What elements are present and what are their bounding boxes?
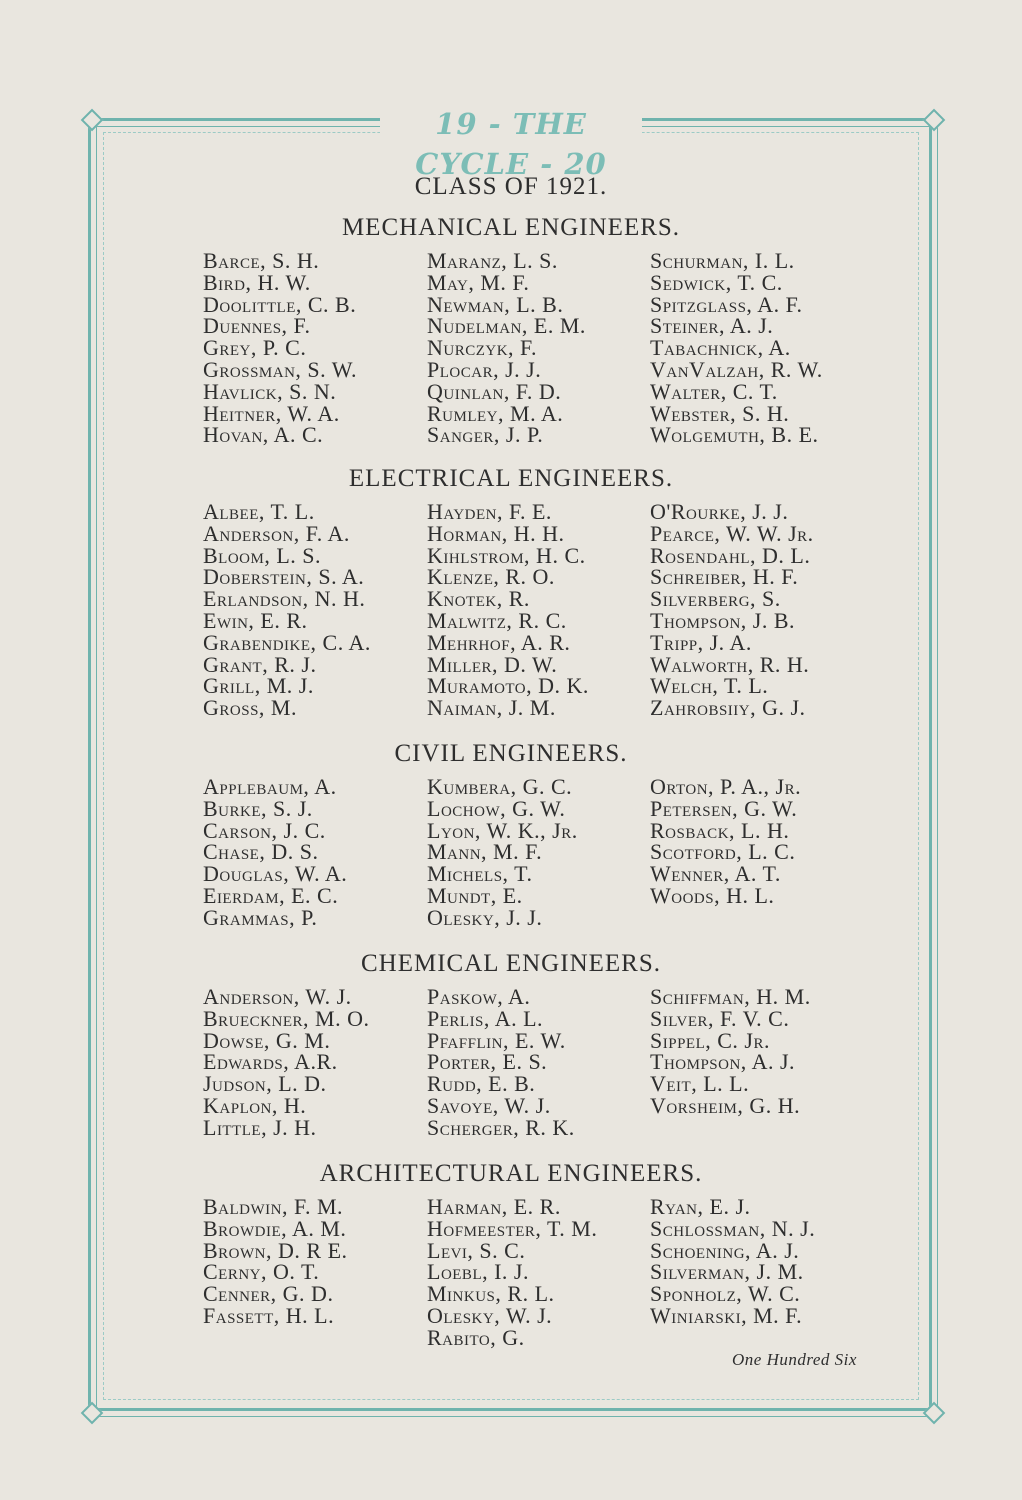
- name-entry: May, M. F.: [427, 269, 530, 295]
- name-entry: Michels, T.: [427, 861, 533, 887]
- name-entry: Horman, H. H.: [427, 520, 565, 546]
- name-entry: Walter, C. T.: [650, 378, 778, 404]
- corner-ornament-icon: [923, 1402, 946, 1425]
- section-title-architectural: ARCHITECTURAL ENGINEERS.: [319, 1160, 703, 1187]
- name-entry: Albee, T. L.: [203, 499, 315, 524]
- name-entry: Nurczyk, F.: [427, 335, 538, 361]
- name-entry: Savoye, W. J.: [427, 1092, 551, 1118]
- name-entry: Gross, M.: [203, 695, 297, 721]
- name-entry: Winiarski, M. F.: [650, 1302, 803, 1328]
- name-column-architectural-2: [427, 1196, 657, 1349]
- name-entry: Veit, L. L.: [650, 1071, 750, 1097]
- name-entry: Anderson, F. A.: [203, 520, 350, 546]
- name-column-civil-2: [427, 776, 657, 929]
- name-column-mechanical-1: [203, 250, 433, 446]
- name-entry: Perlis, A. L.: [427, 1005, 544, 1031]
- name-entry: Harman, E. R.: [427, 1194, 561, 1219]
- name-entry: Hofmeester, T. M.: [427, 1215, 598, 1241]
- name-entry: Fassett, H. L.: [203, 1302, 335, 1328]
- name-entry: Kumbera, G. C.: [427, 774, 573, 799]
- name-entry: Silverberg, S.: [650, 586, 781, 612]
- name-entry: Browdie, A. M.: [203, 1215, 347, 1241]
- section-title-mechanical: MECHANICAL ENGINEERS.: [341, 214, 681, 241]
- name-entry: Wolgemuth, B. E.: [650, 422, 819, 448]
- name-entry: Schoening, A. J.: [650, 1237, 800, 1263]
- name-entry: Lochow, G. W.: [427, 795, 566, 821]
- name-entry: Petersen, G. W.: [650, 795, 798, 821]
- name-column-mechanical-3: [650, 250, 880, 446]
- name-entry: Rabito, G.: [427, 1324, 525, 1350]
- name-entry: Grammas, P.: [203, 904, 318, 930]
- name-entry: Sponholz, W. C.: [650, 1281, 801, 1307]
- name-column-civil-3: [650, 776, 880, 907]
- name-entry: Malwitz, R. C.: [427, 607, 567, 633]
- name-entry: Knotek, R.: [427, 586, 530, 612]
- name-entry: Nudelman, E. M.: [427, 313, 586, 339]
- name-entry: Duennes, F.: [203, 313, 311, 339]
- name-entry: Miller, D. W.: [427, 651, 558, 677]
- name-column-civil-1: [203, 776, 433, 929]
- name-entry: Kihlstrom, H. C.: [427, 542, 586, 568]
- name-entry: Heitner, W. A.: [203, 400, 340, 426]
- name-entry: Cerny, O. T.: [203, 1259, 320, 1285]
- name-entry: Quinlan, F. D.: [427, 378, 562, 404]
- name-entry: Bloom, L. S.: [203, 542, 322, 568]
- name-entry: Anderson, W. J.: [203, 984, 352, 1009]
- name-entry: Silver, F. V. C.: [650, 1005, 790, 1031]
- name-entry: Paskow, A.: [427, 984, 531, 1009]
- section-title-electrical: ELECTRICAL ENGINEERS.: [348, 465, 674, 492]
- border-bottom: [88, 1408, 934, 1417]
- corner-ornament-icon: [923, 109, 946, 132]
- name-entry: Mundt, E.: [427, 882, 523, 908]
- class-title: CLASS OF 1921.: [414, 173, 608, 200]
- name-entry: Grant, R. J.: [203, 651, 317, 677]
- name-entry: Lyon, W. K., Jr.: [427, 817, 578, 843]
- name-entry: Porter, E. S.: [427, 1049, 548, 1075]
- name-entry: Dowse, G. M.: [203, 1027, 331, 1053]
- name-column-mechanical-2: [427, 250, 657, 446]
- name-entry: Hayden, F. E.: [427, 499, 552, 524]
- name-entry: Mehrhof, A. R.: [427, 629, 571, 655]
- name-entry: Loebl, I. J.: [427, 1259, 529, 1285]
- name-entry: Edwards, A.R.: [203, 1049, 338, 1075]
- name-entry: Applebaum, A.: [203, 774, 337, 799]
- name-entry: Newman, L. B.: [427, 291, 564, 317]
- name-entry: Plocar, J. J.: [427, 356, 542, 382]
- name-entry: Kaplon, H.: [203, 1092, 307, 1118]
- name-entry: Ryan, E. J.: [650, 1194, 751, 1219]
- name-entry: Muramoto, D. K.: [427, 673, 589, 699]
- name-column-architectural-3: [650, 1196, 880, 1327]
- name-entry: Doberstein, S. A.: [203, 564, 365, 590]
- name-entry: Hovan, A. C.: [203, 422, 324, 448]
- name-entry: Rosendahl, D. L.: [650, 542, 811, 568]
- name-entry: Tabachnick, A.: [650, 335, 791, 361]
- name-entry: Webster, S. H.: [650, 400, 790, 426]
- name-entry: Sanger, J. P.: [427, 422, 544, 448]
- name-entry: Steiner, A. J.: [650, 313, 774, 339]
- name-entry: Baldwin, F. M.: [203, 1194, 344, 1219]
- name-entry: Zahrobsiiy, G. J.: [650, 695, 806, 721]
- name-entry: Rumley, M. A.: [427, 400, 564, 426]
- name-entry: Grossman, S. W.: [203, 356, 357, 382]
- name-entry: Olesky, W. J.: [427, 1302, 553, 1328]
- name-entry: Ewin, E. R.: [203, 607, 308, 633]
- name-entry: Little, J. H.: [203, 1114, 317, 1140]
- name-entry: Walworth, R. H.: [650, 651, 810, 677]
- name-column-electrical-1: [203, 501, 433, 719]
- name-entry: Mann, M. F.: [427, 839, 543, 865]
- name-column-electrical-2: [427, 501, 657, 719]
- name-column-chemical-1: [203, 986, 433, 1139]
- name-entry: Naiman, J. M.: [427, 695, 556, 721]
- name-entry: Grill, M. J.: [203, 673, 314, 699]
- name-entry: Minkus, R. L.: [427, 1281, 555, 1307]
- name-entry: Thompson, A. J.: [650, 1049, 796, 1075]
- name-entry: Levi, S. C.: [427, 1237, 526, 1263]
- page-number-footer: One Hundred Six: [732, 1350, 857, 1369]
- name-entry: Scotford, L. C.: [650, 839, 796, 865]
- name-entry: Tripp, J. A.: [650, 629, 752, 655]
- name-entry: VanValzah, R. W.: [650, 356, 823, 382]
- name-entry: Chase, D. S.: [203, 839, 319, 865]
- name-entry: Burke, S. J.: [203, 795, 313, 821]
- name-entry: Olesky, J. J.: [427, 904, 543, 930]
- name-entry: O'Rourke, J. J.: [650, 499, 789, 524]
- name-entry: Silverman, J. M.: [650, 1259, 804, 1285]
- name-entry: Welch, T. L.: [650, 673, 769, 699]
- name-entry: Scherger, R. K.: [427, 1114, 575, 1140]
- name-entry: Doolittle, C. B.: [203, 291, 357, 317]
- name-entry: Wenner, A. T.: [650, 861, 781, 887]
- section-title-civil: CIVIL ENGINEERS.: [394, 740, 628, 767]
- name-column-architectural-1: [203, 1196, 433, 1327]
- header-band: [380, 104, 642, 181]
- name-entry: Grey, P. C.: [203, 335, 307, 361]
- name-column-chemical-2: [427, 986, 657, 1139]
- section-title-chemical: CHEMICAL ENGINEERS.: [360, 950, 661, 977]
- name-entry: Sippel, C. Jr.: [650, 1027, 770, 1053]
- name-entry: Vorsheim, G. H.: [650, 1092, 801, 1118]
- corner-ornament-icon: [81, 1402, 104, 1425]
- name-entry: Schreiber, H. F.: [650, 564, 799, 590]
- name-entry: Sedwick, T. C.: [650, 269, 783, 295]
- name-entry: Judson, L. D.: [203, 1071, 327, 1097]
- name-entry: Cenner, G. D.: [203, 1281, 334, 1307]
- name-entry: Havlick, S. N.: [203, 378, 337, 404]
- name-entry: Eierdam, E. C.: [203, 882, 339, 908]
- name-entry: Schiffman, H. M.: [650, 984, 811, 1009]
- name-entry: Douglas, W. A.: [203, 861, 348, 887]
- name-entry: Klenze, R. O.: [427, 564, 555, 590]
- name-entry: Brown, D. R E.: [203, 1237, 348, 1263]
- name-column-electrical-3: [650, 501, 880, 719]
- name-entry: Rudd, E. B.: [427, 1071, 536, 1097]
- name-entry: Schlossman, N. J.: [650, 1215, 816, 1241]
- name-entry: Bird, H. W.: [203, 269, 311, 295]
- name-entry: Barce, S. H.: [203, 248, 320, 273]
- name-entry: Pfafflin, E. W.: [427, 1027, 566, 1053]
- name-entry: Brueckner, M. O.: [203, 1005, 370, 1031]
- page-header: 19 - THE CYCLE - 20: [415, 107, 607, 181]
- name-entry: Carson, J. C.: [203, 817, 326, 843]
- name-entry: Schurman, I. L.: [650, 248, 795, 273]
- name-column-chemical-3: [650, 986, 880, 1117]
- name-entry: Erlandson, N. H.: [203, 586, 366, 612]
- name-entry: Orton, P. A., Jr.: [650, 774, 802, 799]
- name-entry: Grabendike, C. A.: [203, 629, 371, 655]
- name-entry: Pearce, W. W. Jr.: [650, 520, 814, 546]
- name-entry: Thompson, J. B.: [650, 607, 796, 633]
- name-entry: Rosback, L. H.: [650, 817, 790, 843]
- name-entry: Spitzglass, A. F.: [650, 291, 803, 317]
- corner-ornament-icon: [81, 109, 104, 132]
- name-entry: Woods, H. L.: [650, 882, 775, 908]
- name-entry: Maranz, L. S.: [427, 248, 558, 273]
